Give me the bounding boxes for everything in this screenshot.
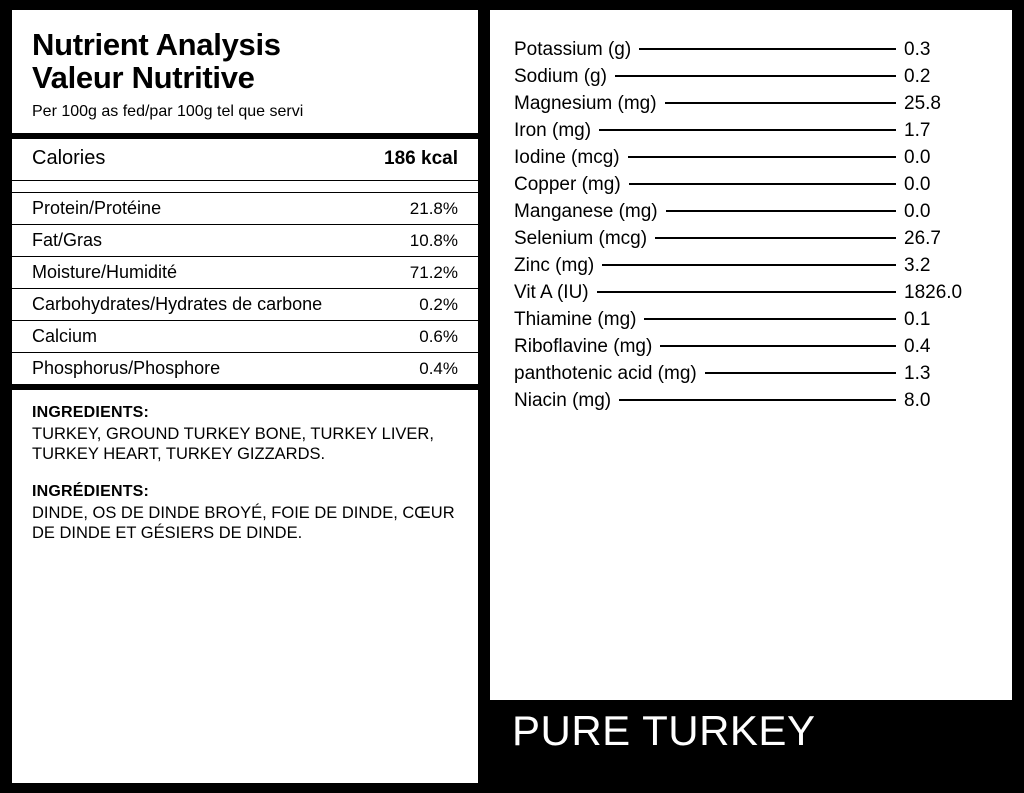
table-row bbox=[12, 257, 478, 289]
nutrient-value: 0.6% bbox=[419, 326, 458, 346]
micronutrient-value: 8.0 bbox=[904, 390, 931, 411]
micronutrient-value: 0.1 bbox=[904, 309, 931, 330]
micronutrient-label: Iodine (mcg) bbox=[514, 147, 620, 168]
table-row bbox=[12, 193, 478, 225]
leader-line bbox=[628, 156, 896, 158]
nutrient-value: 10.8% bbox=[409, 230, 458, 250]
list-item bbox=[514, 63, 988, 90]
micronutrient-label: Magnesium (mg) bbox=[514, 93, 657, 114]
title-english: Nutrient Analysis bbox=[32, 27, 281, 62]
leader-line bbox=[639, 48, 896, 50]
ingredients-heading-en: INGREDIENTS: bbox=[32, 403, 150, 421]
micronutrient-label: Sodium (g) bbox=[514, 66, 607, 87]
leader-line bbox=[644, 318, 896, 320]
divider-rule bbox=[12, 181, 478, 193]
list-item bbox=[514, 117, 988, 144]
nutrient-value: 71.2% bbox=[409, 262, 458, 282]
list-item bbox=[514, 144, 988, 171]
nutrient-analysis-panel bbox=[12, 10, 478, 783]
micronutrient-label: Copper (mg) bbox=[514, 174, 621, 195]
micronutrient-label: Potassium (g) bbox=[514, 39, 632, 60]
micronutrient-value: 26.7 bbox=[904, 228, 941, 249]
micronutrient-value: 0.4 bbox=[904, 336, 931, 357]
leader-line bbox=[660, 345, 896, 347]
nutrient-label: Fat/Gras bbox=[32, 229, 103, 250]
ingredients-text-fr: DINDE, OS DE DINDE BROYÉ, FOIE DE DINDE, CŒUR DE DINDE ET GÉSIERS DE DINDE. bbox=[32, 503, 455, 543]
list-item bbox=[514, 252, 988, 279]
list-item bbox=[514, 279, 988, 306]
leader-line bbox=[597, 291, 896, 293]
micronutrient-value: 25.8 bbox=[904, 93, 941, 114]
nutrient-label: Calcium bbox=[32, 325, 98, 346]
micronutrient-value: 0.0 bbox=[904, 147, 931, 168]
calories-row bbox=[12, 139, 478, 181]
list-item bbox=[514, 360, 988, 387]
micronutrient-value: 0.0 bbox=[904, 201, 931, 222]
list-item bbox=[514, 333, 988, 360]
list-item bbox=[514, 90, 988, 117]
micronutrient-label: Niacin (mg) bbox=[514, 390, 612, 411]
micronutrient-value: 1.3 bbox=[904, 363, 931, 384]
label-title-block bbox=[12, 10, 478, 139]
table-row bbox=[12, 353, 478, 384]
micronutrient-value: 0.3 bbox=[904, 39, 931, 60]
leader-line bbox=[629, 183, 896, 185]
micronutrient-label: Manganese (mg) bbox=[514, 201, 658, 222]
table-row bbox=[12, 225, 478, 257]
micronutrient-value: 1826.0 bbox=[904, 282, 963, 303]
nutrient-value: 21.8% bbox=[409, 198, 458, 218]
nutrient-label: Carbohydrates/Hydrates de carbone bbox=[32, 293, 323, 314]
leader-line bbox=[619, 399, 896, 401]
micronutrient-label: Iron (mg) bbox=[514, 120, 592, 141]
nutrient-value: 0.4% bbox=[419, 358, 458, 378]
micronutrient-label: panthotenic acid (mg) bbox=[514, 363, 697, 384]
product-name: PURE TURKEY bbox=[512, 707, 816, 754]
micronutrient-label: Thiamine (mg) bbox=[514, 309, 637, 330]
nutrient-value: 0.2% bbox=[419, 294, 458, 314]
nutrient-label: Protein/Protéine bbox=[32, 197, 162, 218]
micronutrient-value: 3.2 bbox=[904, 255, 931, 276]
micronutrient-panel bbox=[490, 10, 1012, 700]
list-item bbox=[514, 387, 988, 414]
micronutrient-label: Vit A (IU) bbox=[514, 282, 589, 303]
list-item bbox=[514, 225, 988, 252]
leader-line bbox=[665, 102, 896, 104]
list-item bbox=[514, 306, 988, 333]
leader-line bbox=[602, 264, 896, 266]
nutrient-label: Phosphorus/Phosphore bbox=[32, 357, 221, 378]
serving-basis: Per 100g as fed/par 100g tel que servi bbox=[32, 102, 304, 120]
micronutrient-label: Riboflavine (mg) bbox=[514, 336, 653, 357]
ingredients-text-en: TURKEY, GROUND TURKEY BONE, TURKEY LIVER, TURKEY HEART, TURKEY GIZZARDS. bbox=[32, 424, 434, 464]
micronutrient-label: Selenium (mcg) bbox=[514, 228, 648, 249]
list-item bbox=[514, 36, 988, 63]
macro-rows bbox=[12, 193, 478, 390]
ingredients-heading-fr: INGRÉDIENTS: bbox=[32, 482, 150, 500]
micronutrient-label: Zinc (mg) bbox=[514, 255, 595, 276]
calories-label: Calories bbox=[32, 146, 106, 169]
micronutrient-value: 1.7 bbox=[904, 120, 931, 141]
table-row bbox=[12, 289, 478, 321]
calories-value: 186 kcal bbox=[384, 147, 458, 169]
list-item bbox=[514, 171, 988, 198]
leader-line bbox=[655, 237, 896, 239]
list-item bbox=[514, 198, 988, 225]
nutrient-label: Moisture/Humidité bbox=[32, 261, 178, 282]
title-french: Valeur Nutritive bbox=[32, 60, 255, 96]
leader-line bbox=[615, 75, 896, 77]
micronutrient-value: 0.0 bbox=[904, 174, 931, 195]
table-row bbox=[12, 321, 478, 353]
leader-line bbox=[599, 129, 896, 131]
ingredients-section bbox=[12, 390, 478, 783]
leader-line bbox=[705, 372, 896, 374]
micronutrient-value: 0.2 bbox=[904, 66, 931, 87]
leader-line bbox=[666, 210, 896, 212]
